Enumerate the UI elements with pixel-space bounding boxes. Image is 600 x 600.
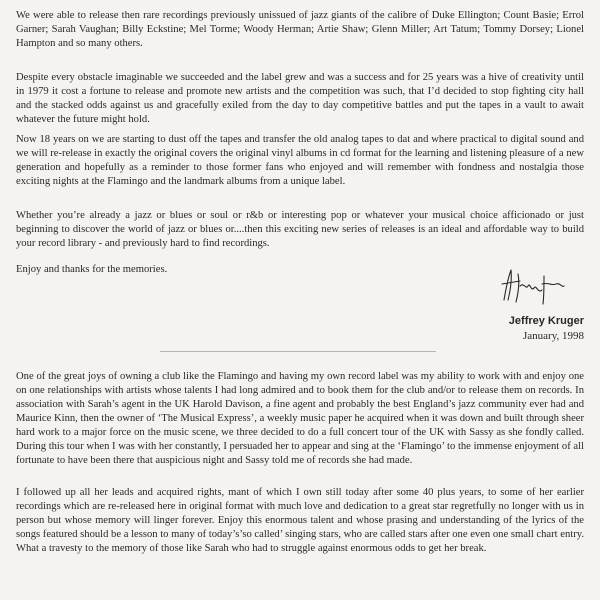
paragraph-series-invitation: Whether you’re already a jazz or blues or soul or r&b or interesting pop or whatever your musical choice afficionado or just beginning to discover the world of jazz or blues or....then this exciting new series of releases is an ideal and affordable way to build your record library - and previously hard to find recordings. — [16, 210, 584, 249]
paragraph-label-history: Despite every obstacle imaginable we succeeded and the label grew and was a success and for 25 years was a hive of creativity until in 1979 it cost a fortune to release and promote new artists and the competition was such, that I’d decided to stop fighting city hall and the stacked odds against us and gracefully exiled from the day to day competitive battles and put the tapes in a vault to await whatever the future might hold. — [16, 72, 584, 125]
handwritten-signature — [498, 266, 568, 306]
paragraph-sarah-tribute: I followed up all her leads and acquired rights, mant of which I own still today after some 40 plus years, to some of her earlier recordings which are re-released here in original format with much love and dedication to a great star regretfully no longer with us in person but whose memory will linger forever. Enjoy this enormous talent and whose prasing and understanding of the lyrics of the songs featured should be a lesson to many of today’s’so called’ singing stars, who are called stars after one even one small chart entry. What a travesty to the memory of those like Sarah who had to struggle against enormous odds to get her break. — [16, 487, 584, 554]
section-divider — [160, 351, 436, 352]
paragraph-flamingo-club: One of the great joys of owning a club like the Flamingo and having my own record label was my ability to work with and enjoy one on one relationships with artists whose talents I had long admired and to book them for the club and/or to release them on records. In association with Sarah’s agent in the UK Harold Davison, a fine agent and probably the best England’s jazz community ever had and Maurice Kinn, then the owner of ‘The Musical Express’, a weekly music paper he acquired when it was down and built through sheer hard work to a major force on the music scene, we three decided to do a full concert tour of the UK with Sassy as she fondly called. During this tour when I was with her constantly, I persuaded her to appear and sing at the ‘Flamingo’ to the immense enjoyment of all fortunate to have been there that auspicious night and Sassy told me of records she had made. — [16, 371, 584, 466]
paragraph-closing-thanks: Enjoy and thanks for the memories. — [16, 264, 168, 275]
paragraph-rerelease-plan: Now 18 years on we are starting to dust off the tapes and transfer the old analog tapes to dat and where practical to digital sound and we will re-release in exactly the original covers the original vinyl albums in cd format for the learning and listening pleasure of a new generation and hopefully as a reminder to those former fans who enjoyed and will remember with fondness and nostalgia those exciting nights at the Flamingo and the landmark albums from a unique label. — [16, 134, 584, 187]
signature-name: Jeffrey Kruger — [508, 315, 584, 327]
paragraph-recordings-list: We were able to release then rare recordings previously unissued of jazz giants of the calibre of Duke Ellington; Count Basie; Errol Garner; Sarah Vaughan; Billy Eckstine; Mel Torme; Woody Herman; Artie Shaw; Glenn Miller; Art Tatum; Tommy Dorsey; Lionel Hampton and so many others. — [16, 10, 584, 49]
signature-date: January, 1998 — [523, 330, 584, 342]
